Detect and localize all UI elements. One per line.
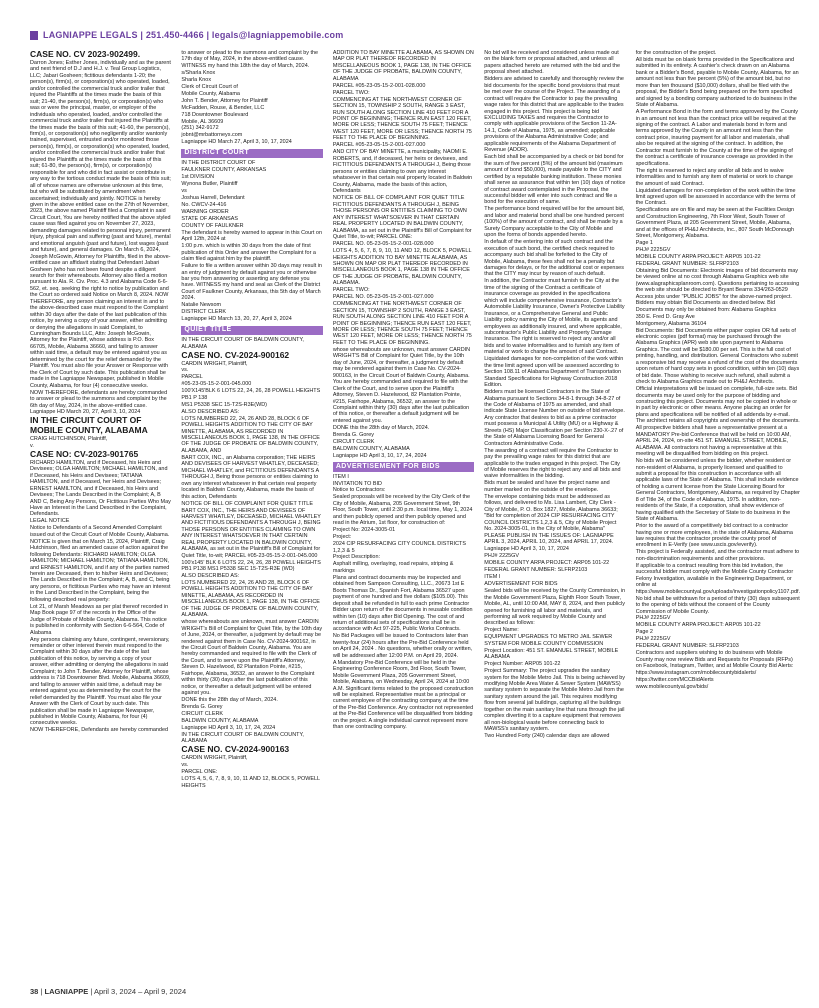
legal-paragraph: Lagniappe HD April 3, 10, 17, 24, 2024 bbox=[181, 724, 276, 731]
legal-columns bbox=[30, 50, 800, 978]
page-footer: 38 | LAGNIAPPE | April 3, 2024 – April 9, 2024 bbox=[30, 987, 187, 996]
legal-paragraph: ADVERTISEMENT FOR BIDS bbox=[484, 581, 558, 588]
legal-paragraph: www.mobilecountyal.gov/bids/ bbox=[635, 684, 709, 690]
legal-paragraph: FAULKNER COUNTY, ARKANSAS bbox=[181, 167, 267, 174]
legal-paragraph: PARCEL TWO: bbox=[332, 89, 370, 96]
legal-paragraph: DONE this the 28th day of March, 2024. bbox=[181, 697, 278, 704]
legal-paragraph: No bids will be considered unless the bidder, whether resident or non-resident of Alabama, is properly licensed and qualified to submit a proposal for this construction in accordance with all applicable laws of the State of Alabama. This shall include evidence of holding a current license from the State Licensing Board for General Contractors, Montgomery, Alabama, as required by Chapter 8 of Title 34, of the Code of Alabama, 1975. In addition, non-residents of the State, if a corporation, shall show evidence of having qualified with the Secretary of State to do business in the State of Alabama. bbox=[635, 458, 800, 523]
legal-paragraph: Sealed proposals will be received by the City Clerk of the City of Mobile, Alabama, 205 Government Street, 9th Floor, South Tower, until 2:30 p.m. local time, May 1, 2024 and then publicly opened and then publicly opened and read in the Atrium, 1st floor, for construction of: bbox=[332, 494, 473, 527]
legal-paragraph: 100'x145' BLK 6 LOTS 22, 24, 26, 28 POWELL HEIGHTS PB1 P138 MS1 P5338 SEC 15-T2S-R3E (WD) bbox=[181, 559, 321, 573]
legal-paragraph: The defendant is hereby warned to appear in this Court on April 12th, 2024 at bbox=[181, 229, 322, 243]
legal-paragraph: Page 2 bbox=[635, 629, 653, 636]
legal-paragraph: Project Number: ARP05 101-22 bbox=[484, 661, 561, 668]
legal-paragraph: Project Description: bbox=[332, 554, 380, 561]
legal-paragraph: Lagniappe HD April 3, 10, 17, 2024 bbox=[484, 546, 569, 553]
legal-paragraph: Lagniappe HD April 3, 10, 17, 24, 2024 bbox=[332, 452, 427, 459]
legal-paragraph: PARCEL TWO: bbox=[332, 287, 370, 294]
legal-paragraph: Wynona Butler, Plaintiff bbox=[181, 181, 238, 188]
legal-paragraph: CRAIG HUTCHINSON, Plaintiff, bbox=[30, 435, 108, 442]
legal-paragraph: Each bid shall be accompanied by a check or bid bond for the sum of five percent (5%) of the amount bid (maximum amount of bond $50,000), made payable to the CITY and certified by a reputable banking institution. These monies shall serve as assurance that within ten (10) days of notice of contract award contemplated in the Proposal, the successful bidder will enter into such contract and file a bond for the execution of same. bbox=[484, 154, 626, 206]
legal-paragraph: All bids must be on blank forms provided in the Specifications and submitted in its entirety. A cashier's check drawn on an Alabama bank or a Bidder's Bond, payable to Mobile County, Alabama, for an amount not less than five percent (5%) of the amount bid, but no more than ten thousand ($10,000) dollars, shall be filed with the proposal, the Bidder's Bond being prepared on the form specified and signed by a bonding company authorized to do business in the State of Alabama. bbox=[635, 56, 799, 109]
legal-paragraph: vs. bbox=[181, 367, 189, 374]
legal-paragraph: DONE this the 28th day of March, 2024. bbox=[332, 424, 430, 431]
legal-paragraph: 718 Downtowner Boulevard bbox=[181, 111, 249, 118]
legal-paragraph: NOW THEREFORE, defendants are hereby commanded to answer or plead to the summons and complaint by the 6th day of May, 2024, in the above-entitled case. bbox=[30, 389, 168, 409]
legal-paragraph: IN THE CIRCUIT COURT OF BALDWIN COUNTY, ALABAMA bbox=[181, 731, 304, 745]
legal-paragraph: PARCEL NO. 05-23-05-15-2-001-027.000 bbox=[332, 294, 434, 301]
legal-paragraph: Contractors and suppliers wishing to do business with Mobile County may now review Bids and Requests for Proposals (RFPs) on Facebook, Instagram, Twitter, and at Mobile County Bid Alerts: bbox=[635, 650, 794, 670]
section-heading: ADVERTISEMENT FOR BIDS bbox=[333, 462, 474, 471]
legal-paragraph: 100'X145'BLK 6 LOTS 22, 24, 26, 28 POWELL HEIGHTS PB1 P 138 bbox=[181, 388, 321, 401]
legal-paragraph: Natalie Newsom bbox=[181, 302, 222, 309]
legal-paragraph: Mobile County, Alabama bbox=[181, 90, 240, 97]
page-number: 38 bbox=[30, 987, 39, 996]
legal-paragraph: PARCEL #05-23-05-15-2-001-027.000 bbox=[332, 142, 426, 149]
case-heading: CASE NO. CV 2023-902499. bbox=[30, 49, 141, 59]
legal-paragraph: WARNING ORDER bbox=[181, 208, 229, 215]
legal-paragraph: In default of the entering into of such contract and the execution of such bond, the certified check required to accompany such bid shall be forfeited to the City of Mobile, Alabama, these fees shall not be a penalty but damages for delays, or for the additional cost or expenses that the CITY may incur by reason of such default. bbox=[484, 239, 624, 278]
legal-paragraph: Sharla Knox bbox=[181, 76, 212, 83]
legal-paragraph: NOW THEREFORE, Defendants are hereby commanded bbox=[30, 727, 169, 734]
legal-paragraph: 350 E. Fred D. Gray Ave bbox=[635, 313, 695, 320]
legal-paragraph: vs bbox=[181, 188, 187, 195]
legal-paragraph: Project: bbox=[332, 534, 352, 541]
legal-paragraph: Official interpretations will be issued on complete, full-size sets. Bid documents may be used only for the purpose of bidding and constructing this project. Documents may not be copied in whole or in part by electronic or other means. Anyone placing an order for plans and specifications will be notified of all addenda by e-mail. The architect retains all copyrights and ownership of the documents. bbox=[635, 386, 800, 425]
legal-paragraph: vs. bbox=[181, 762, 189, 769]
legal-paragraph: This project is Federally assisted, and the contractor must adhere to non-discrimination requirements and other provisions. bbox=[635, 549, 800, 562]
legal-paragraph: The envelope containing bids must be addressed as follows, and delivered to Ms. Lisa Lambert, City Clerk - City of Mobile, P. O. Box 1827, Mobile, Alabama 36633; "Bid for completion of 2024 CIP RESURFACING CITY COUNCIL DISTRICTS 1,2,3 & 5, City of Mobile Project No. 2024-3005-01, in the City of Mobile, Alabama" bbox=[484, 493, 618, 533]
legal-paragraph: If applicable to a contract resulting from this bid invitation, the successful bidder must comply with the Mobile County Contractor Felony Investigation, available in the Engineering Department, or online at https://www.mobilecountyal.gov/uploads/investigationpolicy1107.pdf. bbox=[635, 562, 801, 595]
column-5 bbox=[636, 50, 800, 978]
legal-paragraph: CARDIN WRIGHT, Plaintiff, bbox=[181, 360, 248, 367]
legal-paragraph: In addition, the Contractor must furnish to the City at the time of the signing of the Contract a certificate of insurance coverage as provided in the specifications which will include comprehensive insurance, Contractor's Automobile Liability Insurance, Owner's Protective Liability Insurance, or a Comprehensive General and Public Liability policy naming the City of Mobile, its agents and employees as additionally insured, and where applicable, subcontractor's Public Liability and Property Damage Insurance. The right is reserved to reject any and/or all bids and to waive informalities and to furnish any item of material or work to change the amount of said Contract. bbox=[484, 278, 625, 356]
legal-paragraph: BART COX, INC., an Alabama corporation; THE HEIRS AND DEVISEES OF HARVEST WHATLEY, DECEASED; MICHAEL WHATLEY, and FICTITIOUS DEFENDANTS A THROUGH J, Being those persons or entities claiming to own any interest whatsoever in that certain real property located in Baldwin County, Alabama, made the basis of this action, Defendants bbox=[181, 454, 319, 500]
legal-paragraph: Brenda G. Gorey bbox=[332, 431, 374, 438]
legal-paragraph: whose whereabouts are unknown, must answer CARDIN WRIGHT's Bill of Complaint for Quiet Title, by the 10th day of June, 2024, or thereafter, a judgment by default may be rendered against them in Case No. CV-2024-900162, in the Circuit Court of Baldwin County, Alabama. You are hereby commanded and required to file with the Clerk of the Court, and to serve upon the Plaintiff's Attorney, Steven D. Hazelwood, 82 Plantation Pointe, #215, Fairhope, Alabama, 36532, an answer to the Complaint within thirty (30) days after the last publication of this notice, or thereafter a default judgment will be entered against you. bbox=[181, 619, 323, 697]
legal-paragraph: Obtaining Bid Documents: Electronic images of bid documents may be viewed online at no cost through Alabama Graphics web site (www.alagraphicsplanroom.com). Questions pertaining to accessing the web site should be directed to Bryant Bearns 334/263-0529 Access jobs under "PUBLIC JOBS" for the above-named project. Bidders may obtain Bid Documents as directed below. Bid Documents may only be obtained from: Alabama Graphics bbox=[635, 267, 800, 313]
footer-brand: LAGNIAPPE bbox=[44, 987, 89, 996]
column-1 bbox=[30, 50, 171, 978]
legal-paragraph: PARCEL #05-23-05-15-2-001-028.000 bbox=[332, 82, 426, 89]
legal-paragraph: LEGAL NOTICE bbox=[30, 518, 70, 525]
legal-paragraph: INVITATION TO BID bbox=[332, 480, 382, 487]
legal-paragraph: Liquidated damages for non-completion of the work within the time limit agreed upon will be assessed in accordance with the terms of the Contract. bbox=[635, 187, 796, 207]
legal-paragraph: Project Location: 451 ST. EMANUEL STREET, MOBILE ALABAMA bbox=[484, 647, 619, 661]
legal-paragraph: Prior to the award of a competitively bid contract to a contractor having one or more employees, in the state of Alabama, Alabama law requires that the contractor provide the county proof of enrollment in E-Verify (see www.uscis.gov/everify). bbox=[635, 523, 793, 549]
legal-paragraph: for the construction of the project. bbox=[635, 50, 717, 56]
legal-paragraph: A Mandatory Pre-Bid Conference will be held in the Engineering Conference Room, 3rd Floor, South Tower, Mobile Government Plaza, 205 Government Street, Mobile, Alabama, on Wednesday, April 24, 2024 at 10:00 A.M. Significant items related to the proposed construction will be explained. Representative must be a principal or current employee of the contracting company at the time of the Pre-Bid Conference. Any contractor not represented at the Pre-Bid Conference will be disqualified from bidding on the project. A single individual cannot represent more than one contracting company. bbox=[332, 659, 474, 731]
legal-paragraph: MS1 P5338 SEC 15-T2S-R3E(WD) bbox=[181, 401, 267, 408]
legal-paragraph: Two Hundred Forty (240) calendar days are allowed bbox=[484, 733, 610, 740]
legal-paragraph: Joshua Harrell, Defendant bbox=[181, 195, 245, 202]
legal-paragraph: Mobile, AL 36609 bbox=[181, 118, 224, 125]
legal-paragraph: LOTS NUMBERED 22, 24, 26 AND 28, BLOCK 6 OF POWELL HEIGHTS ADDITION TO THE CITY OF BAY MINETTE, ALABAMA, AS RECORDED IN MISCELLANEOUS BOOK 1, PAGE 138, IN THE OFFICE OF THE JUDGE OF PROBATE OF BALDWIN COUNTY, ALABAMA, AND bbox=[181, 415, 320, 454]
legal-paragraph: No. CWCV-24-416 bbox=[181, 202, 227, 209]
legal-paragraph: PHJ# 2225GV bbox=[635, 247, 671, 254]
legal-paragraph: EQUIPMENT UPGRADES TO METRO JAIL SEWER SYSTEM FOR MOBILE COUNTY COMMISSION bbox=[484, 634, 613, 647]
legal-paragraph: Project No: 2024-3005-01 bbox=[332, 527, 396, 534]
page-header: LAGNIAPPE LEGALS | 251.450-4466 | legals@lagniappemobile.com bbox=[30, 28, 799, 42]
legal-paragraph: RICHARD HAMILTON, and if Deceased, his Heirs and Devisees; OLGA HAMILTON; MICHAEL HAMILTON, and if Deceased, his Heirs and Devisees; TATIANA HAMILTON, and if Deceased, her Heirs and Devisees; ERNEST HAMILTON, and if Deceased, his Heirs and Devisees; The Lands Described in the Complaint; A, B AND C, Being Any Persons, Or Fictitious Parties Who May Have an Interest in the Land Described in the Complaint, Defendants. bbox=[30, 459, 171, 518]
legal-paragraph: John T. Bender, Attorney for Plaintiff bbox=[181, 97, 268, 104]
legal-paragraph: McFadden, Rouse, & Bender, LLC bbox=[181, 104, 265, 111]
legal-paragraph: Notice to Contractors: bbox=[332, 487, 386, 494]
legal-paragraph: PARCEL NO. 05-23-05-15-2-001-028.000 bbox=[332, 241, 434, 248]
legal-paragraph: Plans and contract documents may be inspected and obtained from Sampson Consulting, LLC., 20673 1st E Boots Thomas Dr., Spanish Fort, Alabama 36527 upon payment of one hundred and five dollars ($105.00). This deposit shall be refunded in full to each prime Contractor Bidder upon return of the documents in reusable condition within ten (10) days after Bid Opening. The cost of and return of additional sets of specifications shall be in accordance with Act 97-225, Public Works Contracts. bbox=[332, 574, 473, 633]
legal-paragraph: FEDERAL GRANT NUMBER: SLFRP2103 bbox=[635, 643, 739, 650]
header-square-icon bbox=[30, 31, 38, 40]
footer-dates: April 3, 2024 – April 9, 2024 bbox=[93, 987, 187, 996]
legal-paragraph: Notice to Defendants of a Second Amended Complaint issued out of the Circuit Court of Mobile County, Alabama. bbox=[30, 525, 170, 538]
header-email[interactable]: legals@lagniappemobile.com bbox=[211, 30, 344, 40]
legal-paragraph: (251) 342-9172 bbox=[181, 125, 219, 132]
legal-paragraph: Page 1 bbox=[635, 240, 653, 247]
legal-paragraph: No bid will be received and considered unless made out on the blank form or proposal attached, and unless all papers attached hereto are returned with the bid and the proposal sheet attached. bbox=[484, 50, 620, 76]
legal-paragraph: PHJ# 2225GV bbox=[635, 615, 671, 622]
legal-paragraph: ITEM I bbox=[484, 574, 501, 581]
legal-paragraph: Lagniappe HD March 20, 27, April 3, 10, 2024 bbox=[30, 409, 141, 416]
legal-paragraph: LOTS 4, 5, 6, 7, 8, 9, 10, 11 AND 12, BLOCK 5, POWELL HEIGHTS bbox=[181, 776, 320, 789]
legal-paragraph: Darron Jones; Esther Jones, individually and as the parent and next friend of D.J and H.J. v. Teal Group Logistics, LLC; Jabari Gosheen; fictitious defendants 1-20; the person(s), firm(s), or corporation(s) who operated, loaded, and/or controlled the commercial truck and/or trailer that injured the Plaintiffs at the times made the basis of this suit; 21-40, the person(s), firm(s), or corporation(s) who was or were the principal, master, or employer of the individuals who operated, loaded, and/or controlled the commercial truck and/or trailer that injured the Plaintiffs at the times made the basis of this suit; 41-60, the person(s), firm(s), or corporation(s) who negligently and/or wantonly trained, supervised, entrusted and/or monitored those person(s), firm(s), or corporation(s) who operated, loaded, and/or controlled the commercial truck and/or trailer that injured the Plaintiffs at the times made the basis of this suit; 61-80, the person(s), firm(s), or corporation(s) responsible for and who did in fact assist or contribute in any way to the tortious conduct made the basis of this suit; all of whose names are otherwise unknown at this time, but who will be substituted by amendment when ascertained; individually and jointly. NOTICE is hereby given in the above entitled case on the 27th of November, 2023, the above named Plaintiff filed a Complaint in said Circuit Court, You are hereby notified that the above styled cause was filed against you on November 27, 2023, demanding damages related to personal injury, permanent injury, physical pain and suffering (past and future), mental and emotional anguish (past and future), lost wages (past and future), and general damages. On March 6, 2024, Joseph McGowin, Attorney for Plaintiffs, filed in the above-entitled case an affidavit stating that Defendant Jabari Gosheen (who has not been found despite a diligent search for their whereabouts. Attorney also filed a motion pursuant to Ala. R. Civ. Proc. 4.3 and Alabama Code 6-6-562, et. seq. seeking the right to notice by publication and the Court so ordered said Notice on March 8, 2024. NOW THEREFORE, any person claiming an interest in and to the above-described case must respond to the Complaint within 30 days after the date of the last publication of this notice, by serving a copy of your answer, either admitting or denying the allegations in said Complaint, to Cunningham Bounds LLC, Attn: Joseph McGowin, Attorney for the Plaintiff, whose address is P.O. Box 66705, Mobile, Alabama 36660, and failing to answer within said time, a default may be entered against you as determined by the court for the relief demanded by the Plaintiff. You must also file your Answer or Response with the Clerk of Court by such date. This publication shall be made in the Lagniappe Newspaper, published in Mobile County, Alabama, for four (4) consecutive weeks. bbox=[30, 60, 171, 389]
legal-paragraph: #05-23-05-15-2-001-045.000 bbox=[181, 381, 252, 388]
legal-paragraph: s/Sharla Knox bbox=[181, 69, 216, 76]
legal-paragraph: NOTICE OF BILL OF COMPLAINT FOR QUIET TITLE bbox=[332, 194, 465, 201]
legal-paragraph: Bidders must be licensed Contractors in the State of Alabama pursuant to Sections 34-8-1 through 34-8-27 of the Code of Alabama of 1975 as amended, and shall indicate State License Number on outside of bid envelope. Any contractor that desires to bid as a prime contractor must possess a Municipal & Utility (MU) or a Highway & Streets (HS) Major Classification per Section 230-X-.27 of the State of Alabama Licensing Board for General Contractors Administrative Code. bbox=[484, 389, 625, 447]
legal-paragraph: PLEASE PUBLISH IN THE ISSUES OF: LAGNIAPPE APRIL 3, 2024, APRIL 10, 2024, and APRIL 17, 2024. bbox=[484, 533, 614, 546]
legal-paragraph: Specifications are on file and may be seen at the Facilities Design and Construction Engineering, 7th Floor West, South Tower of Government Plaza, at 205 Government Street, Mobile, Alabama, and at the offices of PH&J Architects, Inc., 807 South McDonough Street, Montgomery, Alabama. bbox=[635, 207, 795, 240]
legal-paragraph: Lagniappe HD March 13, 20, 27, April 3, 2024 bbox=[181, 316, 292, 323]
legal-paragraph: No Bid Packages will be issued to Contractors later than twenty-four (24) hours after the Pre-Bid Conference held on April 24, 2024 . No questions, whether orally or written, will be addressed after 12:00 P.M. on April 29, 2024. bbox=[332, 633, 473, 659]
legal-paragraph: The right is reserved to reject any and/or all bids and to waive informalities and to furnish any item of material or work to change the amount of said Contract. bbox=[635, 167, 793, 187]
legal-paragraph: No bid shall be withdrawn for a period of thirty (30) days subsequent to the opening of bids without the consent of the County Commission of Mobile County. bbox=[635, 595, 800, 615]
legal-paragraph: Project Summary: The project upgrades the sanitary system for the Mobile Metro Jail. This is being achieved by modifying Mobile Area Water & Sewer System (MAWSS) sanitary system to separate the Mobile Metro Jail from the sanitary system around the jail. This requires modifying flow from several jail buildings, capturing all the buildings together on the main sanitary line that runs through the jail complex diverting it to a capture equipment that removes all non-biological waste before connecting back to MAWSS's sanitary system. bbox=[484, 668, 625, 733]
legal-paragraph: PHJ# 2225GV bbox=[484, 553, 520, 560]
legal-paragraph: All prospective bidders shall have a representative present at a MANDATORY Pre-bid Conference that will be held on 10:00 AM, APRIL 24, 2024, on-site 451 ST. EMANUEL STREET, MOBILE, ALABAMA. All contractors not having a representative at this meeting will be disqualified from bidding on this project. bbox=[635, 425, 791, 458]
legal-paragraph: Montgomery, Alabama 36104 bbox=[635, 320, 707, 327]
legal-paragraph: Sealed bids will be received by the County Commission, in the Mobile Government Plaza, Eighth Floor South Tower, Mobile, AL, until 10:00 AM, MAY 8, 2024, and then publicly opened for furnishing all labor and materials, and performing all work required by Mobile County and described as follows: bbox=[484, 588, 626, 627]
case-heading: CASE NO. CV-2024-900162 bbox=[181, 349, 290, 360]
legal-paragraph: ALSO DESCRIBED AS: bbox=[181, 573, 240, 580]
legal-paragraph: The performance bond required will be for the amount bid, and labor and material bond shall be one hundred percent (100%) of the amount of contract, and shall be made by a Surety Company acceptable to the City of Mobile and upon the forms of bonds appended hereto. bbox=[484, 206, 625, 239]
legal-paragraph: CIRCUIT CLERK bbox=[181, 711, 224, 718]
legal-paragraph: The awarding of a contract will require the Contractor to pay the prevailing wage rates for this district that are applicable to the trades engaged in this project. The City of Mobile reserves the right to reject any and all bids and waive informalities in the bidding. bbox=[484, 447, 621, 480]
legal-paragraph: Lagniappe HD March 27, April 3, 10, 17, 2024 bbox=[181, 139, 292, 146]
legal-paragraph: COMMENCING AT THE NORTHWEST CORNER OF SECTION 15, TOWNSHIP 2 SOUTH, RANGE 3 EAST, RUN SOUTH ALONG SECTION LINE 410 FEET FOR A POINT OF BEGINNING; THENCE RUN EAST 120 FEET, MORE OR LESS; THENCE SOUTH 75 FEET; THENCE WEST 120 FEET, MORE OR LESS; THENCE NORTH 75 FEET TO THE PLACE OF BEGINNING. bbox=[332, 96, 472, 142]
legal-paragraph: LOTS 4, 5, 6, 7, 8, 9, 10, 11 AND 12, BLOCK 5, POWELL HEIGHTS ADDITION TO BAY MINETTE ALABAMA, AS SHOWN ON MAP OR PLAT THEREOF RECORDED IN MISCELLANEOUS BOOK 1, PAGE 138 IN THE OFFICE OF THE JUDGE OF PROBATE, BALDWIN COUNTY, ALABAMA. bbox=[332, 248, 472, 287]
legal-paragraph: whose whereabouts are unknown, must answer CARDIN WRIGHT'S Bill of Complaint for Quiet Title, by the 10th day of June, 2024, or thereafter, a judgment by default may be rendered against them in Case No. CV-2024-900163, in the Circuit Court of Baldwin County, Alabama. You are hereby commanded and required to file with the Clerk of the Court, and to serve upon the Plaintiff's Attorney, Steven D. Hazelwood, 82 Plantation Pointe, #215, Fairhope, Alabama, 36532, an answer to the Complaint within thirty (30) days after the last publication of this notice, or thereafter a default judgment will be entered against you. bbox=[332, 346, 471, 424]
legal-paragraph: BALDWIN COUNTY, ALABAMA bbox=[332, 445, 410, 452]
legal-paragraph: Lot 21, of Marsh Meadows as per plat thereof recorded in Map Book page 97 of the records in the Office of the Judge of Probate of Mobile County, Alabama. This notice is published in conformity with Section 6-6-564, Code of Alabama bbox=[30, 603, 169, 636]
case-heading: IN THE CIRCUIT COURT OF MOBILE COUNTY, ALABAMA bbox=[30, 415, 148, 435]
legal-paragraph: ADDITION TO BAY MINETTE ALABAMA, AS SHOWN ON MAP OR PLAT THEREOF RECORDED IN MISCELLANEOUS BOOK 1, PAGE 138, IN THE OFFICE OF THE JUDGE OF PROBATE, BALDWIN COUNTY, ALABAMA bbox=[332, 50, 474, 82]
legal-paragraph: MOBILE COUNTY ARPA PROJECT: ARP05 101-22 bbox=[635, 254, 761, 261]
case-heading: CASE NO. CV-2024-900163 bbox=[181, 744, 290, 755]
legal-paragraph: AND CITY OF BAY MINETTE, a municipality, NAOMI E. ROBERTS, and, if deceased, her heirs or devisees, and FICTITIOUS DEFENDANTS A THROUGH J, Being those persons or entities claiming to own any interest whatsoever in that certain real property located in Baldwin County, Alabama, made the basis of this action, Defendants bbox=[332, 149, 473, 195]
legal-paragraph: PHJ# 2225GV bbox=[635, 636, 671, 643]
legal-paragraph: NOTICE is given that on March 15, 2024, Plaintiff, Craig Hutchinson, filed an amended cause of action against the following Defendants: RICHARD HAMILTON; OLGA HAMILTON; MICHAEL HAMILTON; TATIANA HAMILTON, and ERNEST HAMILTON, and if any of the parties named herein are Deceased, then to his/her Heirs and Devisees; The Lands Described in the Complaint; A, B, and C, being any persons, or fictitious Parties who may have an interest in the Land Described in the Complaint, being the following described real property: bbox=[30, 538, 171, 603]
legal-paragraph: PARCEL bbox=[181, 374, 203, 381]
legal-paragraph: Liquidated damages for non-completion of the work within the time limit agreed upon will be assessed according to Section 108.11 of Alabama Department of Transportation Standard Specifications for Highway Construction 2018 Edition. bbox=[484, 356, 624, 389]
legal-paragraph: MOBILE COUNTY ARPA PROJECT: ARP05 101-22 bbox=[635, 622, 761, 629]
legal-paragraph: DISTRICT CLERK bbox=[181, 309, 227, 316]
legal-paragraph: Brenda G. Gorey bbox=[181, 704, 223, 711]
legal-paragraph: STATE OF ARKANSAS bbox=[181, 215, 239, 222]
legal-paragraph: v. bbox=[30, 442, 34, 449]
legal-paragraph: CARDIN WRIGHT, Plaintiff, bbox=[181, 755, 248, 762]
legal-paragraph: A Performance Bond in the form and terms approved by the County in an amount not less than the contract price will be required at the signing of the contract. A Labor and materials bond in form and terms approved by the County in an amount not less than the contract price, insuring payment for all labor and materials, shall also be required at the signing of the contract. In addition, the Contractor must furnish to the County at the time of the signing of the contract a certificate of insurance coverage as provided in the specifications. bbox=[635, 109, 798, 167]
legal-paragraph: Bidders are advised to carefully and thoroughly review the bid documents for the specific bond provisions that must be met over the course of the Project. The awarding of a contract will require the Contractor to pay the prevailing wage rates for this district that are applicable to the trades engaged in this project. This project is being bid EXCLUDING TAXES and requires the Contractor to comply with applicable provisions of the Section 11-2A-14.1, Code of Alabama, 1975, as amended; applicable provisions of the Alabama Administrative Code; and applicable requirements of the Alabama Department of Revenue (ADOR). bbox=[484, 76, 624, 154]
legal-paragraph: MOBILE COUNTY ARPA PROJECT: ARP05 101-22 bbox=[484, 560, 610, 567]
column-3 bbox=[333, 50, 474, 978]
legal-paragraph: COMMENCING AT THE NORTHWEST CORNER OF SECTION 15, TOWNSHIP 2 SOUTH, RANGE 3 EAST, RUN SOUTH ALONG SECTION LINE 410 FEET FOR A POINT OF BEGINNING; THENCE RUN EAST 120 FEET, MORE OR LESS; THENCE SOUTH 75 FEET; THENCE WEST 120 FEET, MORE OR LESS; THENCE NORTH 75 FEET TO THE PLACE OF BEGINNING. bbox=[332, 301, 472, 346]
legal-paragraph: https://www.instagram.com/mobilecountybidalerts/ bbox=[635, 670, 757, 677]
legal-paragraph: LOTS NUMBERED 22, 24, 26 AND 28, BLOCK 6 OF POWELL HEIGHTS ADDITION TO THE CITY OF BAY MINETTE, ALABAMA, AS RECORDED IN MISCELLANEOUS BOOK 1, PAGE 138, IN THE OFFICE OF THE JUDGE OF PROBATE OF BALDWIN COUNTY, ALABAMA. bbox=[181, 579, 320, 619]
legal-paragraph: 1st DIVISION bbox=[181, 174, 215, 181]
legal-paragraph: ITEM I bbox=[332, 473, 349, 480]
column-2 bbox=[181, 50, 322, 978]
column-4 bbox=[484, 50, 625, 978]
case-heading: CASE NO: CV-2023-901765 bbox=[30, 448, 139, 459]
legal-paragraph: Bid Documents: Bid Documents either paper copies OR full sets of electronic copies (pdf format) may be purchased through the Alabama Graphics (APR) web site upon payment to Alabama Graphics. The cost will be $180.00 per set. This is the full cost of printing, handling, and distribution. General Contractors who submit a responsive bid may receive a refund of the cost of the documents upon return of hard copy sets in good condition, within ten (10) days of bid date. Those wishing to receive such refund, shall submit a check to Alabama Graphics made out to PH&J Architects. bbox=[635, 327, 800, 386]
legal-paragraph: CIRCUIT CLERK bbox=[332, 438, 375, 445]
legal-paragraph: COUNTY OF FAULKNER bbox=[181, 222, 244, 229]
legal-paragraph: IN THE CIRCUIT COURT OF BALDWIN COUNTY, ALABAMA bbox=[181, 337, 304, 350]
legal-paragraph: IN THE DISTRICT COURT OF bbox=[181, 160, 256, 167]
header-phone: 251.450-4466 bbox=[145, 30, 204, 40]
legal-paragraph: FEDERAL GRANT NUMBER: SLFRP2103 bbox=[635, 261, 739, 267]
header-section: LAGNIAPPE LEGALS bbox=[43, 30, 138, 40]
legal-paragraph: Any persons claiming any future, contingent, reversionary, remainder or other interest therein must respond to the Complaint within 30 days after the date of the last publication of this notice, by serving a copy of your answer, either admitting or denying the allegations in said Complaint; to John T. Bender, Attorney for Plaintiff, whose address is 718 Downtowner Blvd. Mobile, Alabama 36609, and failing to answer within said time, a default may be entered against you as determined by the court for the relief demanded by the Plaintiff. You must also file your Answer with the Clerk of Court by such date. This publication shall be made in Lagniappe Newspaper, published in Mobile County, Alabama, for four (4) consecutive weeks. bbox=[30, 636, 171, 727]
legal-paragraph: Failure to file a written answer within 30 days may result in an entry of judgment by default against you or otherwise bar you from answering or asserting any defense you have. WITNESS my hand and seal as Clerk of the District Court of Faulkner County, Arkansas, this 5th day of March 2024. bbox=[181, 263, 322, 302]
legal-paragraph: ALSO DESCRIBED AS: bbox=[181, 408, 240, 415]
section-heading: DISTRICT COURT bbox=[181, 149, 322, 158]
legal-paragraph: Asphalt milling, overlaying, road repairs, striping & markings bbox=[332, 561, 454, 574]
legal-paragraph: FICTITIOUS DEFENDANTS A THROUGH J, BEING THOSE PERSONS OR ENTITIES CLAIMING TO OWN ANY INTEREST WHATSOEVER IN THAT CERTAIN REAL PROPERTY LOCATED IN BALDWIN COUNTY, ALABAMA, as set out in the Plaintiff's Bill of Complaint for Quiet Title, to-wit; PARCEL ONE: bbox=[332, 201, 472, 241]
legal-paragraph: 2024 CIP RESURFACING CITY COUNCIL DISTRICTS 1,2,3 & 5 bbox=[332, 541, 466, 554]
section-heading: QUIET TITLE bbox=[181, 326, 322, 335]
legal-paragraph: 1:00 p.m. which is within 30 days from the date of first publication of this Order and answer the Complaint for a claim filed against him by the plaintiff. bbox=[181, 243, 316, 263]
legal-paragraph: Project Name: bbox=[484, 627, 519, 634]
legal-paragraph: BART COX, INC., THE HEIRS AND DEVISEES OF HARVEST WHATLEY, DECEASED, MICHAEL WHATLEY AND FICTITIOUS DEFENDANTS A THROUGH J, BEING THOSE PERSONS OR ENTITIES CLAIMING TO OWN ANY INTEREST WHATSOEVER IN THAT CERTAIN REAL PROPERTY LOCATED IN BALDWIN COUNTY, ALABAMA, as set out in the Plaintiff's Bill of Complaint for Quiet Title, to-wit; PARCEL #05-23-05-15-2-001-045.000 bbox=[181, 507, 321, 559]
legal-paragraph: PARCEL ONE: bbox=[181, 769, 218, 776]
legal-paragraph: FEDERAL GRANT NUMBER: SLFRP2103 bbox=[484, 567, 588, 574]
legal-paragraph: https://twitter.com/MCCBidAlerts bbox=[635, 677, 714, 684]
legal-paragraph: jobnt@mrbattorneys.com bbox=[181, 132, 243, 139]
legal-paragraph: Bids must be sealed and have the project name and number marked on the outside of the envelope. bbox=[484, 480, 610, 493]
legal-paragraph: BALDWIN COUNTY, ALABAMA bbox=[181, 718, 259, 724]
legal-paragraph: Clerk of Circuit Court of bbox=[181, 83, 238, 90]
legal-paragraph: to answer or plead to the summons and complaint by the 17th day of May, 2024, in the above-entitled cause. WITNESS my hand this 18th the day of March, 2024. bbox=[181, 50, 319, 69]
legal-paragraph: NOTICE OF BILL OF COMPLAINT FOR QUIET TITLE bbox=[181, 500, 313, 507]
